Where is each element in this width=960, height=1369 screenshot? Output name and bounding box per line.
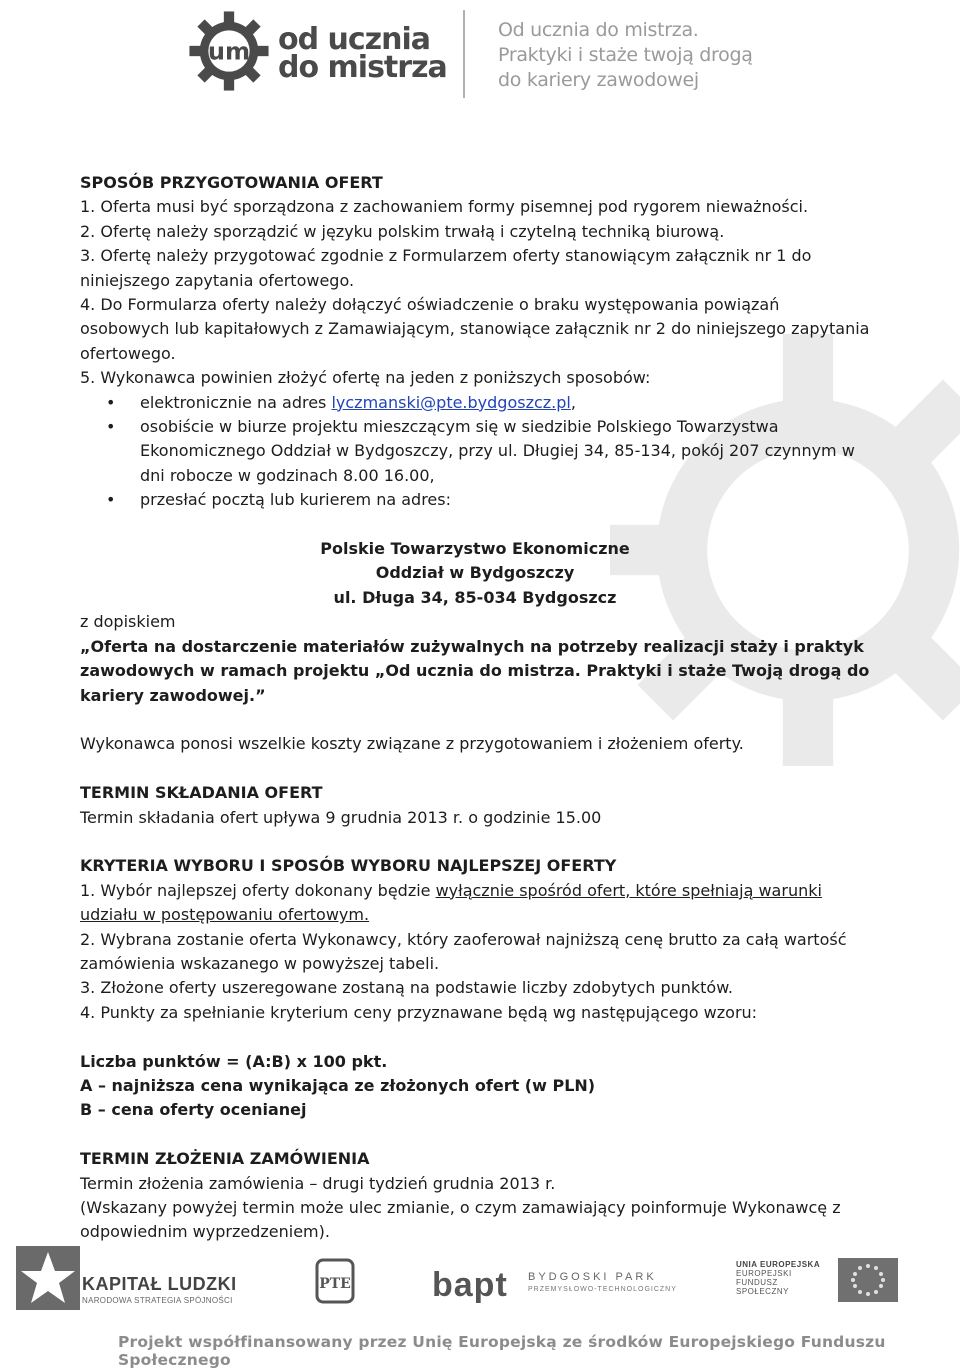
address-line-1: Polskie Towarzystwo Ekonomiczne: [320, 539, 630, 559]
tagline-line-2: Praktyki i staże twoją drogą: [498, 44, 753, 66]
criteria-item-3: 3. Złożone oferty uszeregowane zostaną na podstawie liczby zdobytych punktów.: [80, 978, 733, 998]
kapital-ludzki-subtitle: NARODOWA STRATEGIA SPÓJNOŚCI: [82, 1296, 233, 1305]
formula: Liczba punktów = (A:B) x 100 pkt.: [80, 1051, 388, 1071]
eu-line-2: EUROPEJSKI: [736, 1269, 792, 1278]
deadline-text: Termin składania ofert upływa 9 grudnia 2013 r. o godzinie 15.00: [80, 807, 602, 827]
costs-note: Wykonawca ponosi wszelkie koszty związane z przygotowaniem i złożeniem oferty.: [80, 734, 744, 754]
bullet-item-email: [80, 391, 870, 415]
criteria-item-1-prefix: 1. Wybór najlepszej oferty dokonany będzie: [80, 880, 436, 900]
eu-flag-icon: [838, 1258, 898, 1302]
email-link[interactable]: lyczmanski@pte.bydgoszcz.pl: [331, 392, 571, 412]
svg-text:um: um: [207, 37, 251, 66]
page-header: [0, 0, 960, 110]
list-item-2: 2. Ofertę należy sporządzić w języku polskim trwałą i czytelną techniką biurową.: [80, 221, 725, 241]
criteria-item-1-underlined: wyłącznie spośród ofert, które spełniają warunki udziału w postępowaniu ofertowym.: [80, 880, 822, 925]
section-title-preparation: SPOSÓB PRZYGOTOWANIA OFERT: [80, 173, 383, 192]
bullet-dot-icon: •: [106, 392, 116, 412]
logo-line-1: od ucznia: [278, 22, 431, 57]
logo-wordmark: [278, 22, 447, 85]
list-item-1: 1. Oferta musi być sporządzona z zachowaniem formy pisemnej pod rygorem nieważności.: [80, 197, 809, 217]
criteria-item-4: 4. Punkty za spełnianie kryterium ceny przyznawane będą wg następującego wzoru:: [80, 1002, 758, 1022]
gear-logo-icon: [186, 8, 272, 94]
section-title-order: TERMIN ZŁOŻENIA ZAMÓWIENIA: [80, 1149, 370, 1169]
address-line-3: ul. Długa 34, 85-034 Bydgoszcz: [333, 587, 617, 607]
bpt-line-1: BYDGOSKI PARK: [528, 1271, 657, 1283]
header-tagline: [498, 18, 753, 93]
formula-a: A – najniższa cena wynikająca ze złożonych ofert (w PLN): [80, 1075, 596, 1095]
document-body: [80, 171, 870, 1245]
bpt-line-2: PRZEMYSŁOWO-TECHNOLOGICZNY: [528, 1286, 677, 1293]
criteria-item-1: [80, 879, 870, 928]
bullet-email-tail: ,: [570, 392, 576, 412]
list-item-3: 3. Ofertę należy przygotować zgodnie z Formularzem oferty stanowiącym załącznik nr 1 do niniejszego zapytania ofertowego.: [80, 246, 812, 290]
address-line-2: Oddział w Bydgoszczy: [375, 563, 575, 583]
svg-text:PTE: PTE: [319, 1276, 351, 1292]
header-divider: [463, 10, 465, 98]
cofinancing-statement: Projekt współfinansowany przez Unię Europejską ze środków Europejskiego Funduszu Społecznego: [118, 1333, 886, 1369]
tagline-line-3: do kariery zawodowej: [498, 69, 699, 91]
eu-logo: [736, 1260, 832, 1312]
spacer: [80, 708, 870, 732]
formula-b: B – cena oferty ocenianej: [80, 1100, 307, 1120]
kapital-ludzki-title: KAPITAŁ LUDZKI: [82, 1274, 237, 1294]
list-item-4: 4. Do Formularza oferty należy dołączyć oświadczenie o braku występowania powiązań osobowych lub kapitałowych z Zamawiającym, stanowiące załącznik nr 2 do niniejszego zapytania ofertowego.: [80, 295, 870, 363]
section-title-criteria: KRYTERIA WYBORU I SPOSÓB WYBORU NAJLEPSZEJ OFERTY: [80, 856, 617, 876]
dopisek-text: „Oferta na dostarczenie materiałów zużywalnych na potrzeby realizacji staży i praktyk zawodowych w ramach projektu „Od ucznia do mistrza. Praktyki i staże Twoją drogą do kariery zawodowej.”: [80, 636, 870, 705]
bullet-item-in-person: [80, 415, 870, 488]
bullet-dot-icon: •: [106, 490, 116, 510]
section-title-deadline: TERMIN SKŁADANIA OFERT: [80, 783, 323, 803]
eu-line-1: UNIA EUROPEJSKA: [736, 1260, 821, 1269]
bapt-logo: bapt: [432, 1266, 508, 1304]
pte-emblem-icon: [315, 1258, 355, 1304]
bullet-dot-icon: •: [106, 417, 116, 437]
spacer: [80, 757, 870, 781]
footer-logos: [0, 1246, 960, 1316]
bullet-post-text: przesłać pocztą lub kurierem na adres:: [140, 490, 451, 510]
tagline-line-1: Od ucznia do mistrza.: [498, 19, 699, 41]
spacer: [80, 830, 870, 854]
order-deadline: Termin złożenia zamówienia – drugi tydzień grudnia 2013 r.: [80, 1173, 556, 1193]
kapital-ludzki-star-icon: [16, 1246, 80, 1310]
eu-line-3: FUNDUSZ SPOŁECZNY: [736, 1278, 789, 1296]
spacer: [80, 513, 870, 537]
spacer: [80, 1123, 870, 1147]
criteria-item-2: 2. Wybrana zostanie oferta Wykonawcy, który zaoferował najniższą cenę brutto za całą wartość zamówienia wskazanego w powyższej tabeli.: [80, 929, 847, 973]
dopisek-label: z dopiskiem: [80, 612, 176, 632]
logo-line-2: do mistrza: [278, 50, 447, 85]
spacer: [80, 1025, 870, 1049]
submission-methods-list: [80, 391, 870, 513]
bullet-item-post: [80, 488, 870, 512]
list-item-5: 5. Wykonawca powinien złożyć ofertę na jeden z poniższych sposobów:: [80, 368, 651, 388]
bullet-in-person-text: osobiście w biurze projektu mieszczącym się w siedzibie Polskiego Towarzystwa Ekonomicznego Oddział w Bydgoszczy, przy ul. Długiej 34, 85-134, pokój 207 czynnym w dni robocze w godzinach 8.00 16.00,: [140, 417, 855, 485]
order-note: (Wskazany powyżej termin może ulec zmianie, o czym zamawiający poinformuje Wykonawcę z odpowiednim wyprzedzeniem).: [80, 1197, 841, 1242]
bullet-email-text: elektronicznie na adres: [140, 392, 332, 412]
